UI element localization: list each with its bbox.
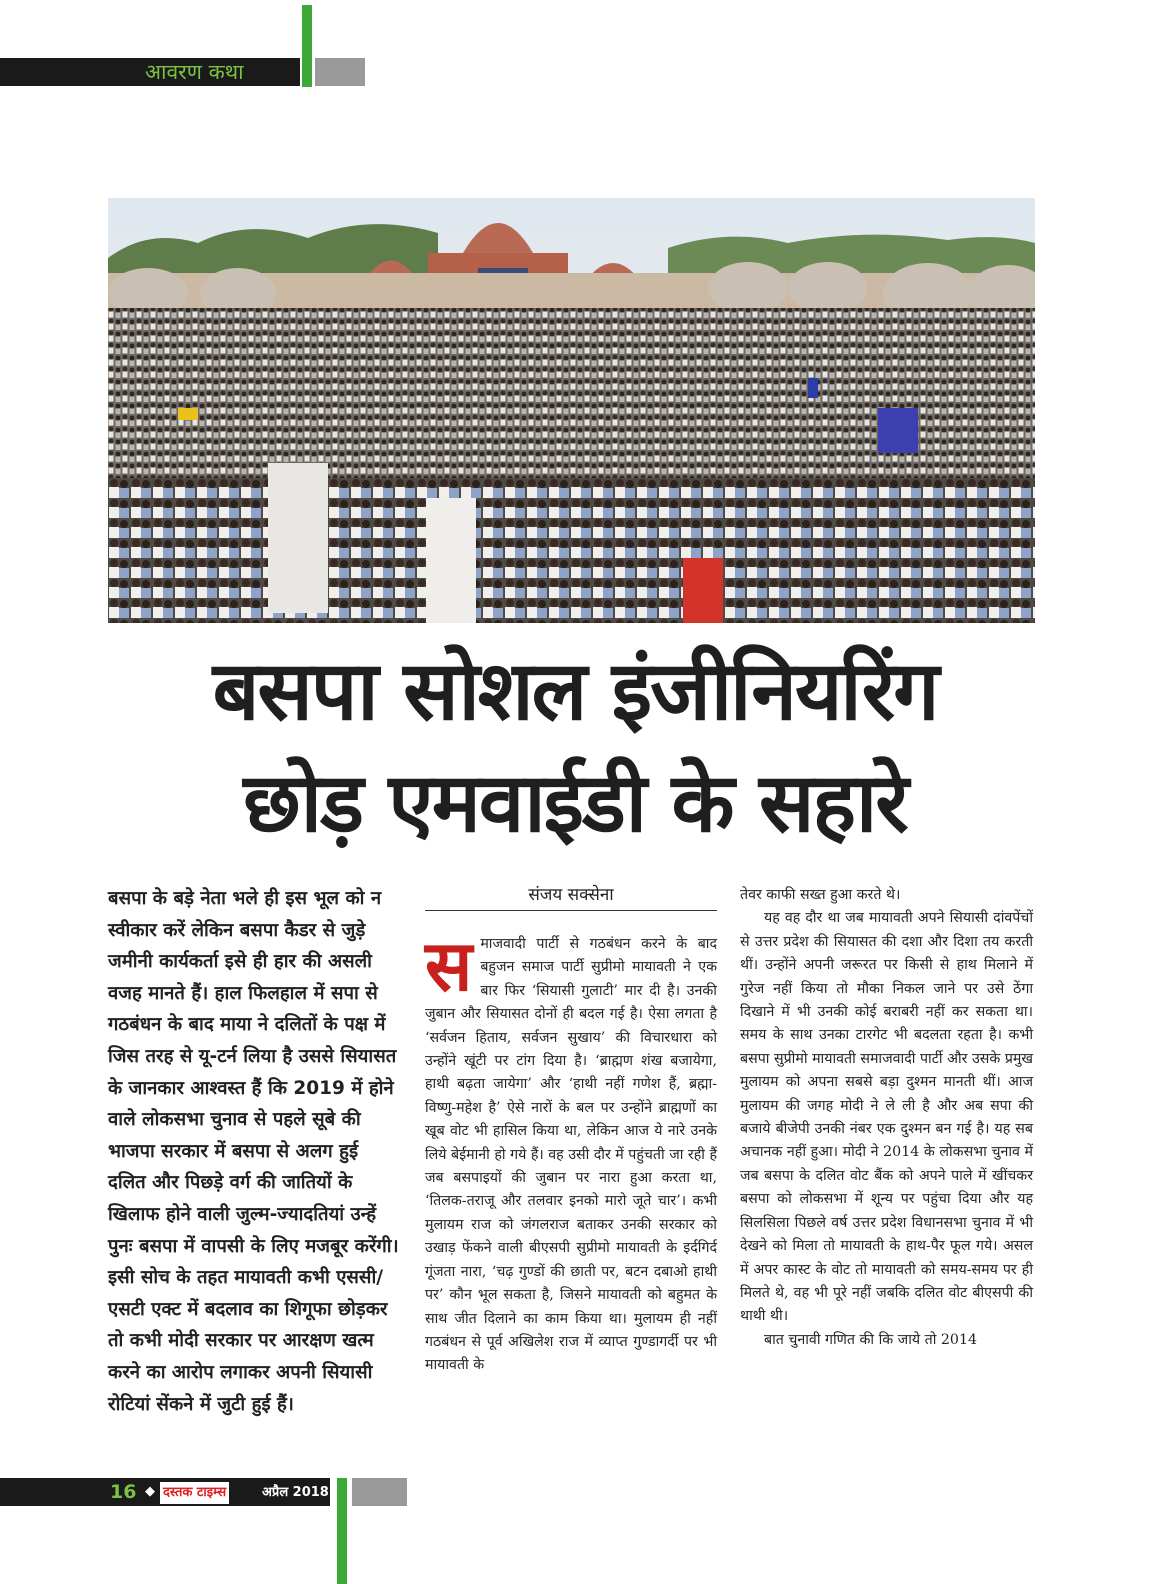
byline-divider	[425, 910, 717, 911]
rally-crowd-photo	[108, 198, 1035, 623]
footer-gray-block	[352, 1478, 407, 1506]
article-column-2-text: माजवादी पार्टी से गठबंधन करने के बाद बहुजन समाज पार्टी सुप्रीमो मायावती ने एक बार फिर ‘सियासी गुलाटी’ मार दी है। उनकी जुबान और सियासत दोनों ही बदल गई है। ऐसा लगता है ‘सर्वजन हिताय, सर्वजन सुखाय’ की विचारधारा को उन्होंने खूंटी पर टांग दिया है। ‘ब्राह्मण शंख बजायेगा, हाथी बढ़ता जायेगा’ और ‘हाथी नहीं गणेश हैं, ब्रह्मा-विष्णु-महेश है’ ऐसे नारों के बल पर उन्होंने ब्राह्मणों का खूब वोट भी हासिल किया था, लेकिन आज ये नारे उनके लिये बेईमानी हो गये हैं। वह उसी दौर में पहुंचती जा रही हैं जब बसपाइयों की जुबान पर नारा हुआ करता था, ‘तिलक-तराजू और तलवार इनको मारो जूते चार’। कभी मुलायम राज को जंगलराज बताकर उनकी सरकार को उखाड़ फेंकने वाली बीएसपी सुप्रीमो मायावती के इर्दगिर्द गूंजता नारा, ‘चढ़ गुण्डों की छाती पर, बटन दबाओ हाथी पर’ कौन भूल सकता है, जिसने मायावती को बहुमत के साथ जीत दिलाने का काम किया था। मुलायम ही नहीं गठबंधन से पूर्व अखिलेश राज में व्याप्त गुण्डागर्दी पर भी मायावती के	[425, 936, 717, 1374]
intro-column	[108, 883, 400, 1420]
section-label: आवरण कथा	[145, 60, 244, 84]
article-column-3-para-3: बात चुनावी गणित की कि जाये तो 2014	[764, 1331, 977, 1348]
publication-name: दस्तक टाइम्स	[160, 1482, 229, 1504]
footer-accent-bar	[337, 1478, 347, 1584]
article-column-3-para-2: यह वह दौर था जब मायावती अपने सियासी दांवपेंचों से उत्तर प्रदेश की सियासत की दशा और दिशा तय करती थीं। उन्होंने अपनी जरूरत पर किसी से हाथ मिलाने में गुरेज नहीं किया तो मौका निकल जाने पर उसे ठेंगा दिखाने में भी उनकी कोई बराबरी नहीं कर सकता था। समय के साथ उनका टारगेट भी बदलता रहता है। कभी बसपा सुप्रीमो मायावती समाजवादी पार्टी और उसके प्रमुख मुलायम को अपना सबसे बड़ा दुश्मन मानती थीं। आज मुलायम की जगह मोदी ने ले ली है और अब सपा की बजाये बीजेपी उनकी नंबर एक दुश्मन बन गई है। यह सब अचानक नहीं हुआ। मोदी ने 2014 के लोकसभा चुनाव में जब बसपा के दलित वोट बैंक को अपने पाले में खींचकर बसपा को लोकसभा में शून्य पर पहुंचा दिया और यह सिलसिला पिछले वर्ष उत्तर प्रदेश विधानसभा चुनाव में भी देखने को मिला तो मायावती के हाथ-पैर फूल गये। असल में अपर कास्ट के वोट तो मायावती को समय-समय पर ही मिलते थे, वह भी पूरे नहीं जबकि दलित वोट बीएसपी की थाथी थी।	[740, 910, 1033, 1325]
footer-separator: ◆	[145, 1484, 155, 1499]
dropcap: स	[425, 925, 473, 1007]
issue-date: अप्रैल 2018	[262, 1485, 329, 1500]
header-accent-bar	[302, 5, 312, 87]
byline: संजय सक्सेना	[528, 885, 614, 905]
article-column-3	[740, 884, 1033, 1352]
article-column-3-para-1: तेवर काफी सख्त हुआ करते थे।	[740, 887, 901, 903]
page-number: 16	[110, 1481, 137, 1503]
header-gray-block	[315, 58, 365, 86]
headline-line-1: बसपा सोशल इंजीनियरिंग	[212, 644, 938, 739]
headline	[90, 636, 1060, 860]
headline-line-2: छोड़ एमवाईडी के सहारे	[243, 756, 907, 851]
article-column-2	[425, 925, 717, 1378]
intro-text: बसपा के बड़े नेता भले ही इस भूल को न स्वीकार करें लेकिन बसपा कैडर से जुड़े जमीनी कार्यकर्ता इसे ही हार की असली वजह मानते हैं। हाल फिलहाल में सपा से गठबंधन के बाद माया ने दलितों के पक्ष में जिस तरह से यू-टर्न लिया है उससे सियासत के जानकार आश्वस्त हैं कि 2019 में होने वाले लोकसभा चुनाव से पहले सूबे की भाजपा सरकार में बसपा से अलग हुई दलित और पिछड़े वर्ग की जातियों के खिलाफ होने वाली जुल्म-ज्यादतियां उन्हें पुनः बसपा में वापसी के लिए मजबूर करेंगी। इसी सोच के तहत मायावती कभी एससी/एसटी एक्ट में बदलाव का शिगूफा छोड़कर तो कभी मोदी सरकार पर आरक्षण खत्म करने का आरोप लगाकर अपनी सियासी रोटियां सेंकने में जुटी हुई हैं।	[108, 888, 399, 1415]
